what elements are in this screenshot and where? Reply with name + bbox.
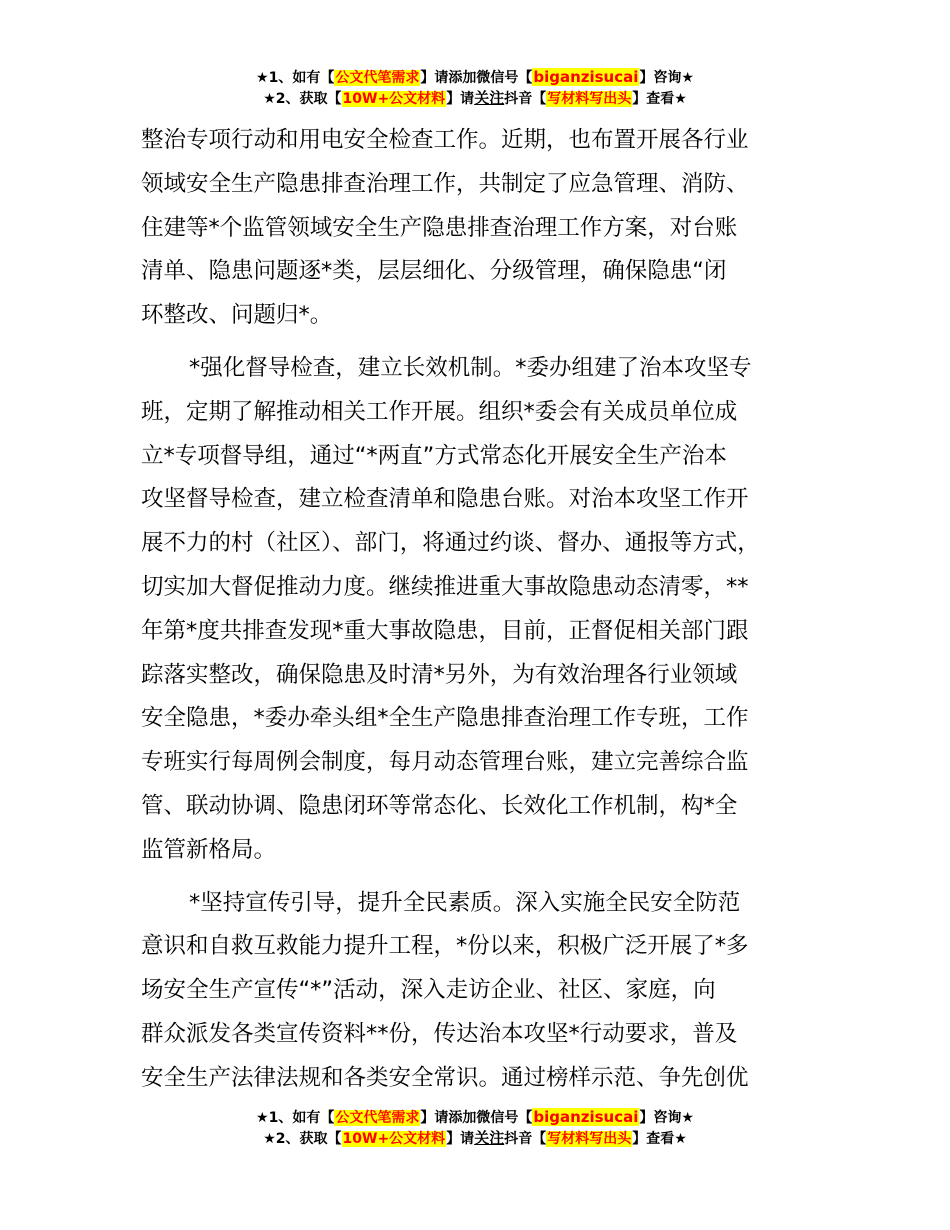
text-line: *坚持宣传引导，提升全民素质。深入实施全民安全防范 bbox=[189, 889, 741, 916]
text-line: 意识和自救互救能力提升工程，*份以来，积极广泛开展了*多 bbox=[141, 933, 749, 960]
banner-text: 】咨询★ bbox=[639, 1110, 694, 1126]
banner-text: 】查看★ bbox=[632, 91, 687, 107]
banner-underlined-text: 关注 bbox=[474, 89, 505, 107]
banner-text: 】请 bbox=[446, 91, 475, 107]
text-line: 清单、隐患问题逐*类，层层细化、分级管理，确保隐患“闭 bbox=[141, 258, 727, 285]
text-line: 班，定期了解推动相关工作开展。组织*委会有关成员单位成 bbox=[141, 398, 738, 425]
text-line: 切实加大督促推动力度。继续推进重大事故隐患动态清零，** bbox=[141, 573, 749, 600]
banner-wechat-id: biganzisucai bbox=[533, 1108, 639, 1126]
text-line: 整治专项行动和用电安全检查工作。近期，也布置开展各行业 bbox=[141, 127, 749, 153]
text-line: 管、联动协调、隐患闭环等常态化、长效化工作机制，构*全 bbox=[141, 792, 738, 819]
banner-highlight: 公文代笔需求 bbox=[335, 70, 420, 86]
document-body bbox=[141, 119, 831, 1101]
banner-text: ★1、如有【 bbox=[256, 1110, 335, 1126]
banner-highlight: 公文代笔需求 bbox=[335, 1110, 420, 1126]
paragraph-3 bbox=[141, 882, 831, 1101]
banner-line-1 bbox=[0, 1107, 950, 1128]
text-line: 监管新格局。 bbox=[141, 836, 277, 863]
text-line: 住建等*个监管领域安全生产隐患排查治理工作方案，对台账 bbox=[141, 214, 738, 241]
text-line: 立*专项督导组，通过“*两直”方式常态化开展安全生产治本 bbox=[141, 442, 727, 469]
banner-text: 】咨询★ bbox=[639, 70, 694, 86]
text-line: 群众派发各类宣传资料**份，传达治本攻坚*行动要求，普及 bbox=[141, 1020, 738, 1047]
text-line: 展不力的村（社区）、部门，将通过约谈、督办、通报等方式， bbox=[141, 530, 760, 557]
text-line: 年第*度共排查发现*重大事故隐患，目前，正督促相关部门跟 bbox=[141, 617, 749, 644]
text-line: 安全生产法律法规和各类安全常识。通过榜样示范、争先创优 bbox=[141, 1064, 749, 1091]
banner-wechat-id: biganzisucai bbox=[533, 68, 639, 86]
banner-text: 】请添加微信号【 bbox=[420, 1110, 533, 1126]
text-line: 领域安全生产隐患排查治理工作，共制定了应急管理、消防、 bbox=[141, 170, 749, 197]
banner-highlight: 10W+公文材料 bbox=[342, 91, 446, 107]
banner-text: 抖音【 bbox=[504, 1131, 547, 1147]
text-line: 安全隐患，*委办牵头组*全生产隐患排查治理工作专班，工作 bbox=[141, 705, 749, 732]
banner-line-2 bbox=[0, 88, 950, 109]
header-banner bbox=[0, 67, 950, 109]
text-line: 环整改、问题归*。 bbox=[141, 302, 333, 329]
banner-text: 】请添加微信号【 bbox=[420, 70, 533, 86]
banner-highlight: 写材料写出头 bbox=[547, 1131, 632, 1147]
banner-text: ★2、获取【 bbox=[263, 91, 342, 107]
text-line: 攻坚督导检查，建立检查清单和隐患台账。对治本攻坚工作开 bbox=[141, 486, 749, 513]
banner-text: ★2、获取【 bbox=[263, 1131, 342, 1147]
paragraph-2 bbox=[141, 347, 831, 873]
banner-text: 】请 bbox=[446, 1131, 475, 1147]
text-line: 场安全生产宣传“*”活动，深入走访企业、社区、家庭，向 bbox=[141, 977, 716, 1004]
banner-underlined-text: 关注 bbox=[474, 1129, 505, 1147]
banner-text: 】查看★ bbox=[632, 1131, 687, 1147]
banner-highlight: 写材料写出头 bbox=[547, 91, 632, 107]
banner-highlight: 10W+公文材料 bbox=[342, 1131, 446, 1147]
banner-text: ★1、如有【 bbox=[256, 70, 335, 86]
paragraph-1 bbox=[141, 119, 831, 338]
banner-text: 抖音【 bbox=[504, 91, 547, 107]
text-line: 专班实行每周例会制度，每月动态管理台账，建立完善综合监 bbox=[141, 749, 749, 776]
footer-banner bbox=[0, 1107, 950, 1149]
text-line: 踪落实整改，确保隐患及时清*另外，为有效治理各行业领域 bbox=[141, 661, 738, 688]
banner-line-1 bbox=[0, 67, 950, 88]
banner-line-2 bbox=[0, 1128, 950, 1149]
text-line: *强化督导检查，建立长效机制。*委办组建了治本攻坚专 bbox=[189, 354, 752, 381]
